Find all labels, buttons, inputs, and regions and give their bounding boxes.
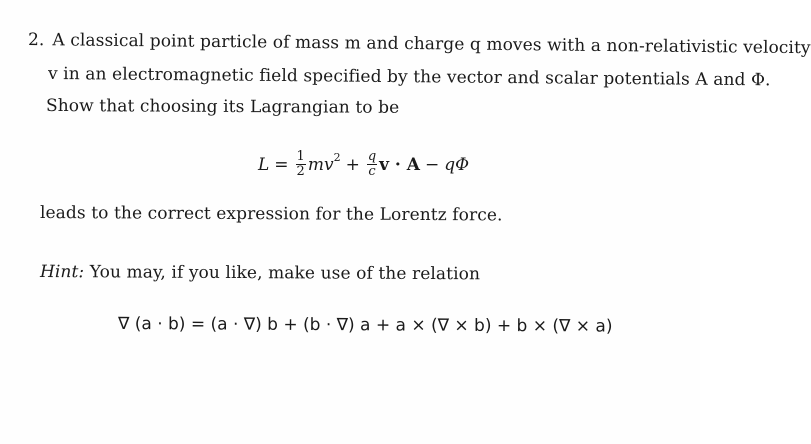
fraction-numerator: q bbox=[367, 149, 377, 164]
minus-sign: − bbox=[424, 154, 440, 175]
fraction-denominator: c bbox=[368, 164, 376, 179]
kinetic-term: mv bbox=[307, 154, 334, 175]
fraction-denominator: 2 bbox=[296, 164, 305, 179]
problem-text-1: A classical point particle of mass m and charge q moves with a non-relativistic velocity bbox=[52, 30, 811, 59]
kinetic-exponent: 2 bbox=[333, 151, 341, 164]
problem-line-4: leads to the correct expression for the Lorentz force. bbox=[39, 203, 503, 226]
fraction-numerator: 1 bbox=[296, 149, 305, 164]
hint-text: You may, if you like, make use of the relation bbox=[89, 262, 481, 285]
potential-term: qΦ bbox=[444, 154, 470, 175]
interaction-term: v · A bbox=[379, 154, 420, 175]
vector-identity: ∇ (a · b) = (a · ∇) b + (b · ∇) a + a × (∇ × b) + b × (∇ × a) bbox=[117, 314, 613, 337]
problem-line-1 bbox=[28, 30, 811, 58]
plus-sign: + bbox=[345, 154, 360, 175]
fraction-q-over-c bbox=[367, 150, 377, 179]
problem-line-2: v in an electromagnetic field specified by the vector and scalar potentials A and Φ. bbox=[47, 64, 771, 91]
hint-line bbox=[40, 262, 480, 284]
problem-line-3: Show that choosing its Lagrangian to be bbox=[45, 96, 400, 118]
lagrangian-lhs: L bbox=[258, 154, 270, 175]
equals-sign: = bbox=[274, 154, 289, 175]
problem-number: 2. bbox=[27, 30, 45, 51]
lagrangian-equation bbox=[258, 150, 469, 179]
hint-label: Hint: bbox=[39, 262, 85, 283]
fraction-one-half bbox=[296, 150, 306, 179]
